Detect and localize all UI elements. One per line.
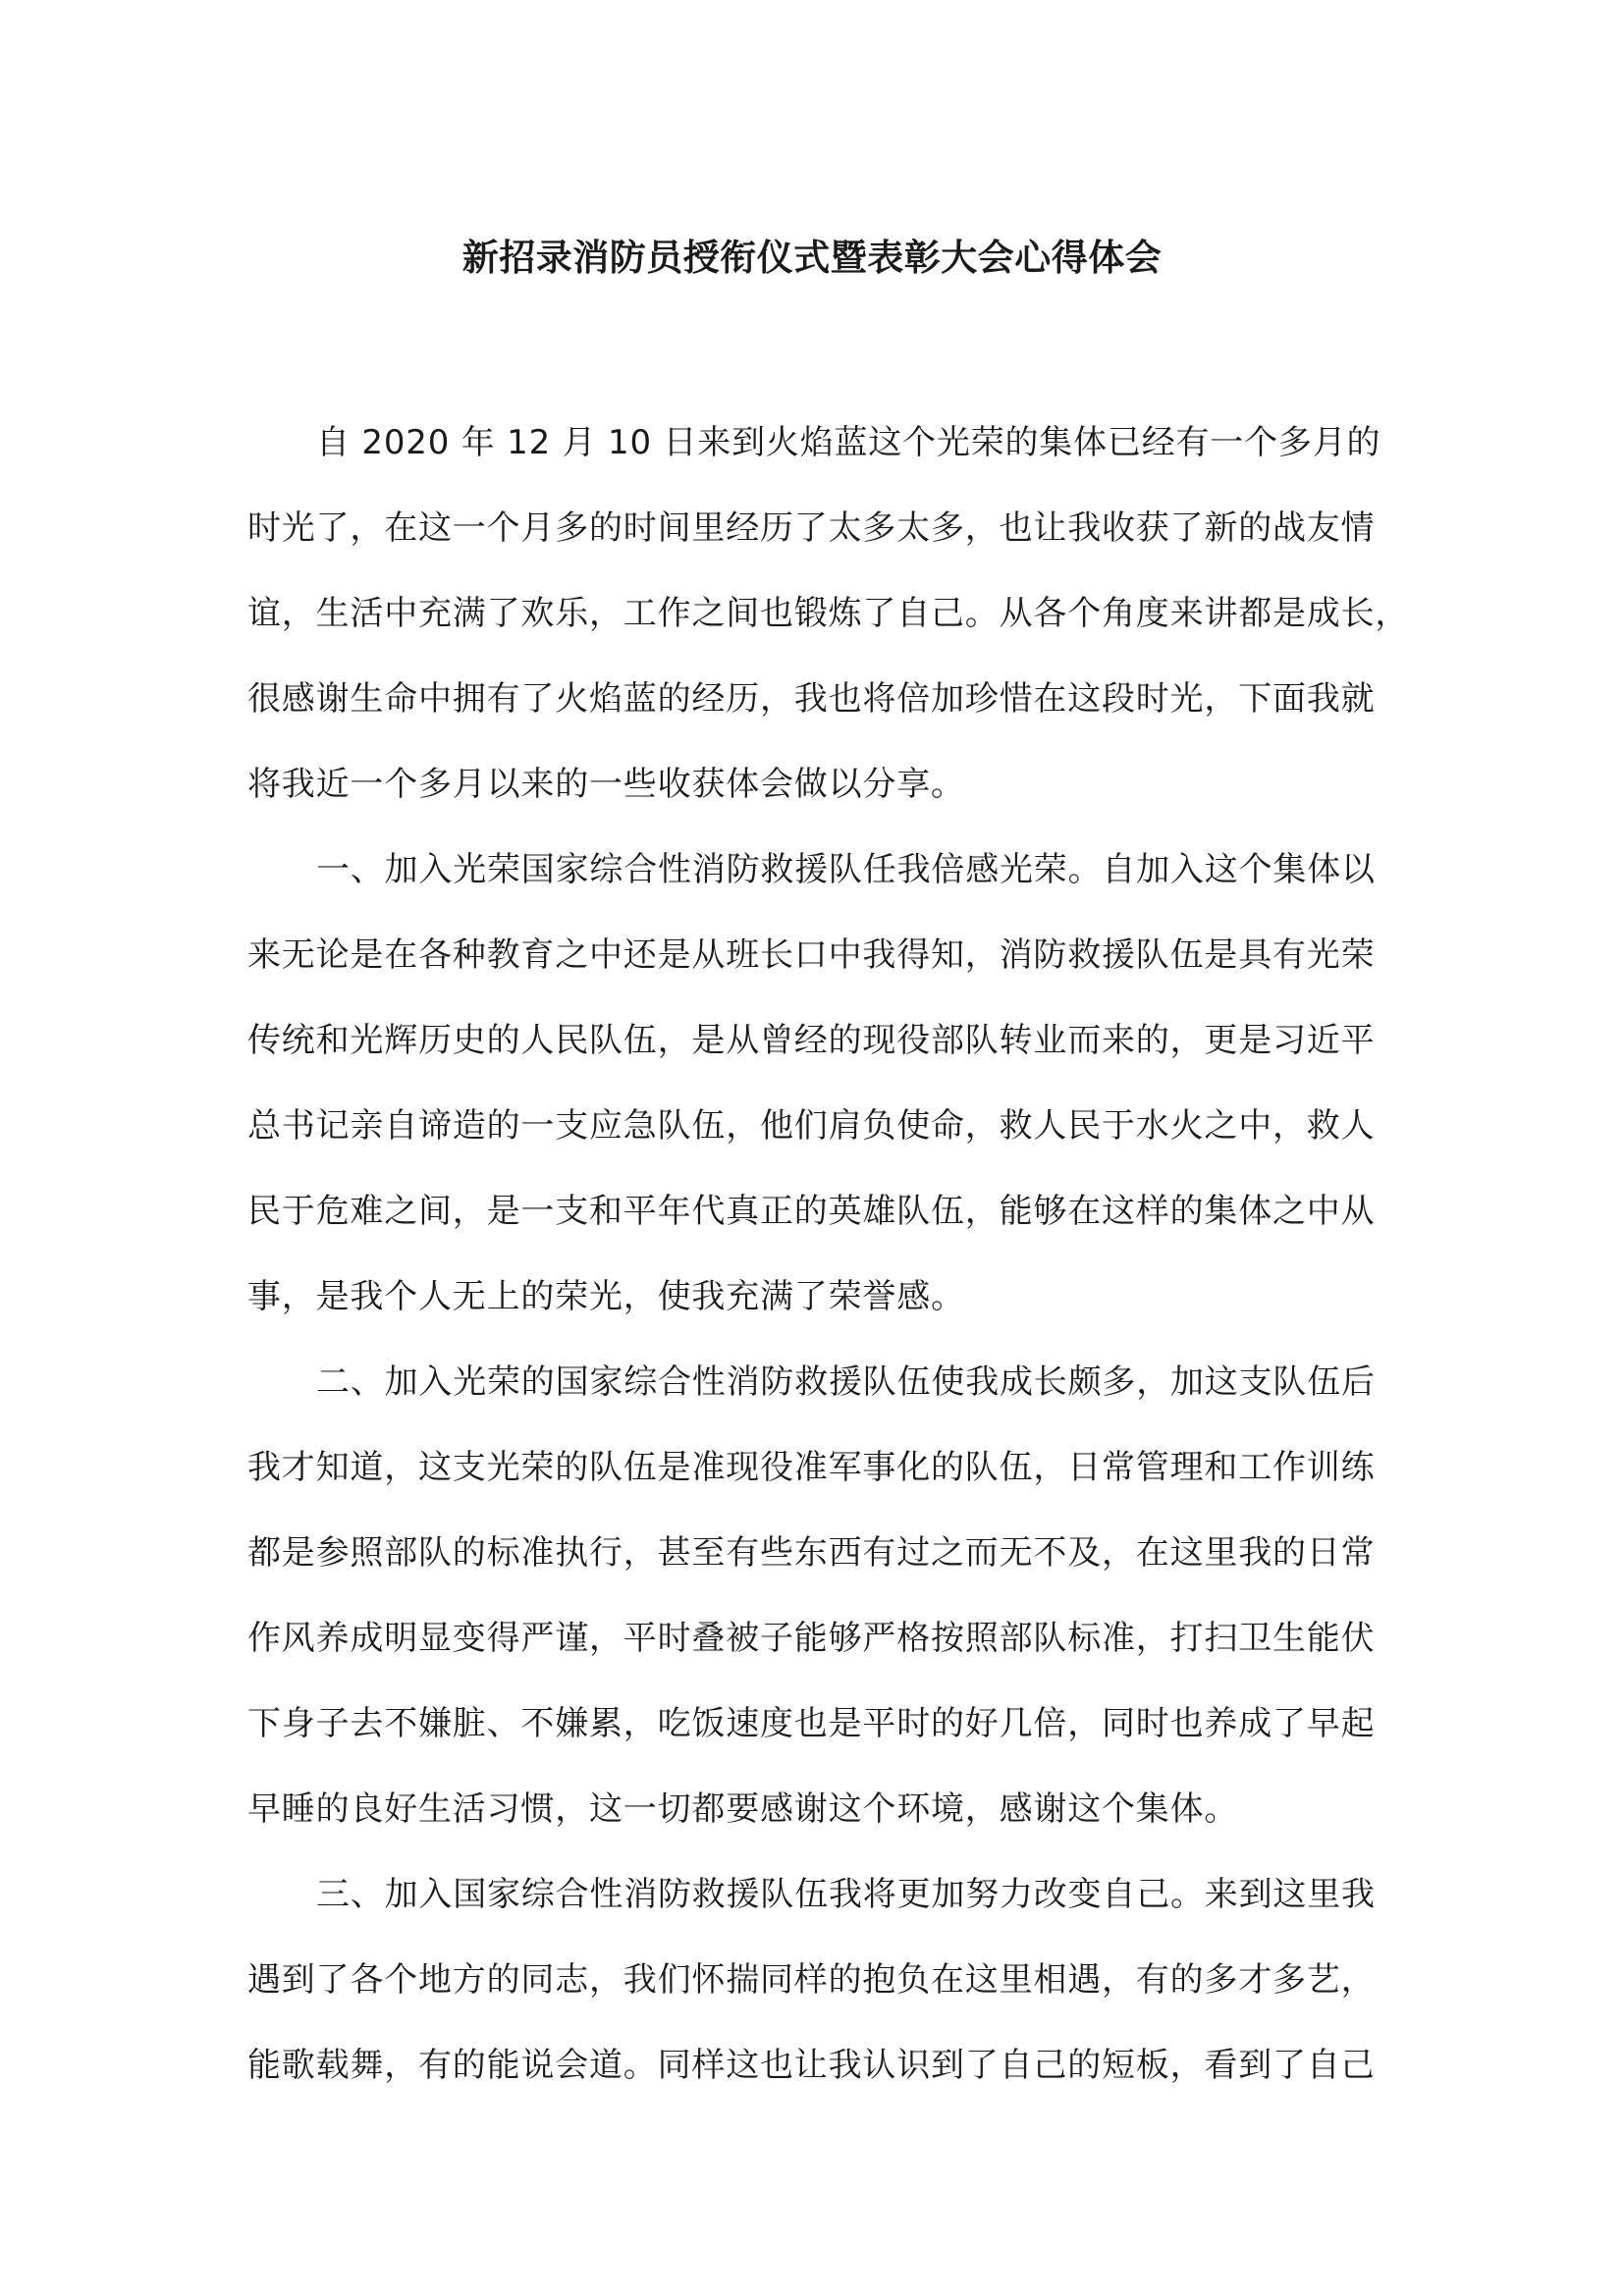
body-line: 民于危难之间，是一支和平年代真正的英雄队伍，能够在这样的集体之中从	[247, 1192, 1376, 1231]
body-line: 早睡的良好生活习惯，这一切都要感谢这个环境，感谢这个集体。	[247, 1789, 1239, 1829]
body-line: 谊，生活中充满了欢乐，工作之间也锻炼了自己。从各个角度来讲都是成长，	[247, 594, 1410, 633]
body-line: 时光了，在这一个月多的时间里经历了太多太多，也让我收获了新的战友情	[247, 508, 1376, 548]
body-line: 事，是我个人无上的荣光，使我充满了荣誉感。	[247, 1277, 965, 1316]
body-line: 很感谢生命中拥有了火焰蓝的经历，我也将倍加珍惜在这段时光，下面我就	[247, 679, 1376, 719]
body-line: 都是参照部队的标准执行，甚至有些东西有过之而无不及，在这里我的日常	[247, 1533, 1376, 1573]
body-line: 遇到了各个地方的同志，我们怀揣同样的抱负在这里相遇，有的多才多艺，	[247, 1960, 1376, 2000]
body-line: 三、加入国家综合性消防救援队伍我将更加努力改变自己。来到这里我	[316, 1875, 1376, 1914]
body-line: 将我近一个多月以来的一些收获体会做以分享。	[247, 765, 965, 804]
body-line: 二、加入光荣的国家综合性消防救援队伍使我成长颇多，加这支队伍后	[316, 1362, 1376, 1402]
body-line: 来无论是在各种教育之中还是从班长口中我得知，消防救援队伍是具有光荣	[247, 935, 1376, 975]
body-line: 我才知道，这支光荣的队伍是准现役准军事化的队伍，日常管理和工作训练	[247, 1448, 1376, 1487]
body-line: 能歌载舞，有的能说会道。同样这也让我认识到了自己的短板，看到了自己	[247, 2046, 1376, 2085]
body-line: 自 2020 年 12 月 10 日来到火焰蓝这个光荣的集体已经有一个多月的	[316, 423, 1381, 462]
body-line: 一、加入光荣国家综合性消防救援队任我倍感光荣。自加入这个集体以	[316, 850, 1376, 889]
body-line: 总书记亲自谛造的一支应急队伍，他们肩负使命，救人民于水火之中，救人	[247, 1106, 1376, 1146]
body-line: 下身子去不嫌脏、不嫌累，吃饭速度也是平时的好几倍，同时也养成了早起	[247, 1704, 1376, 1743]
body-line: 作风养成明显变得严谨，平时叠被子能够严格按照部队标准，打扫卫生能伏	[247, 1619, 1376, 1658]
body-line: 传统和光辉历史的人民队伍，是从曾经的现役部队转业而来的，更是习近平	[247, 1021, 1376, 1060]
document-body	[247, 400, 1410, 2109]
document-title: 新招录消防员授衔仪式暨表彰大会心得体会	[461, 237, 1163, 279]
